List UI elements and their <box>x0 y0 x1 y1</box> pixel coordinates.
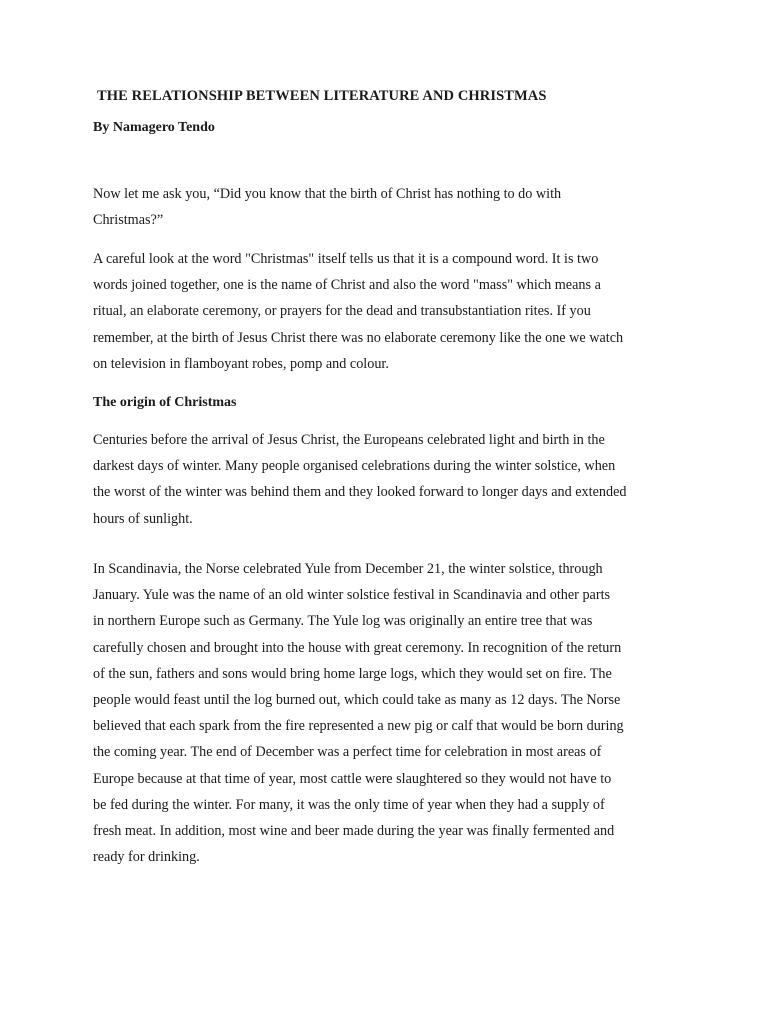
paragraph-line: carefully chosen and brought into the house with great ceremony. In recognition of the return <box>93 639 622 656</box>
intro-paragraph <box>93 181 693 233</box>
paragraph-line: January. Yule was the name of an old winter solstice festival in Scandinavia and other parts <box>93 587 611 604</box>
paragraph-line: fresh meat. In addition, most wine and beer made during the year was finally fermented and <box>93 823 615 840</box>
section-heading: The origin of Christmas <box>93 395 237 410</box>
paragraph-line: Christmas?” <box>93 212 164 229</box>
paragraph-line: the worst of the winter was behind them and they looked forward to longer days and extended <box>93 484 627 501</box>
scandinavia-paragraph <box>93 556 693 870</box>
origin-paragraph <box>93 427 693 532</box>
author-byline: By Namagero Tendo <box>93 120 215 135</box>
paragraph-line: In Scandinavia, the Norse celebrated Yule from December 21, the winter solstice, through <box>93 561 603 577</box>
mass-paragraph <box>93 246 693 377</box>
paragraph-line: in northern Europe such as Germany. The Yule log was originally an entire tree that was <box>93 613 593 630</box>
paragraph-line: darkest days of winter. Many people organised celebrations during the winter solstice, when <box>93 458 616 475</box>
paragraph-line: A careful look at the word "Christmas" itself tells us that it is a compound word. It is two <box>93 251 599 267</box>
paragraph-line: Europe because at that time of year, most cattle were slaughtered so they would not have to <box>93 770 612 787</box>
paragraph-line: believed that each spark from the fire represented a new pig or calf that would be born during <box>93 718 624 735</box>
paragraph-line: ready for drinking. <box>93 849 200 866</box>
paragraph-line: hours of sunlight. <box>93 510 193 527</box>
paragraph-line: people would feast until the log burned out, which could take as many as 12 days. The Norse <box>93 692 621 709</box>
paragraph-line: be fed during the winter. For many, it was the only time of year when they had a supply of <box>93 796 605 813</box>
paragraph-line: the coming year. The end of December was a perfect time for celebration in most areas of <box>93 744 602 761</box>
paragraph-line: Centuries before the arrival of Jesus Christ, the Europeans celebrated light and birth in the <box>93 432 605 448</box>
paragraph-line: words joined together, one is the name of Christ and also the word "mass" which means a <box>93 277 601 294</box>
paragraph-line: on television in flamboyant robes, pomp and colour. <box>93 355 389 372</box>
document-title: THE RELATIONSHIP BETWEEN LITERATURE AND CHRISTMAS <box>97 88 547 104</box>
paragraph-line: Now let me ask you, “Did you know that the birth of Christ has nothing to do with <box>93 186 562 202</box>
paragraph-line: ritual, an elaborate ceremony, or prayers for the dead and transubstantiation rites. If you <box>93 303 591 320</box>
paragraph-line: remember, at the birth of Jesus Christ there was no elaborate ceremony like the one we watch <box>93 329 624 346</box>
paragraph-line: of the sun, fathers and sons would bring home large logs, which they would set on fire. The <box>93 665 612 682</box>
